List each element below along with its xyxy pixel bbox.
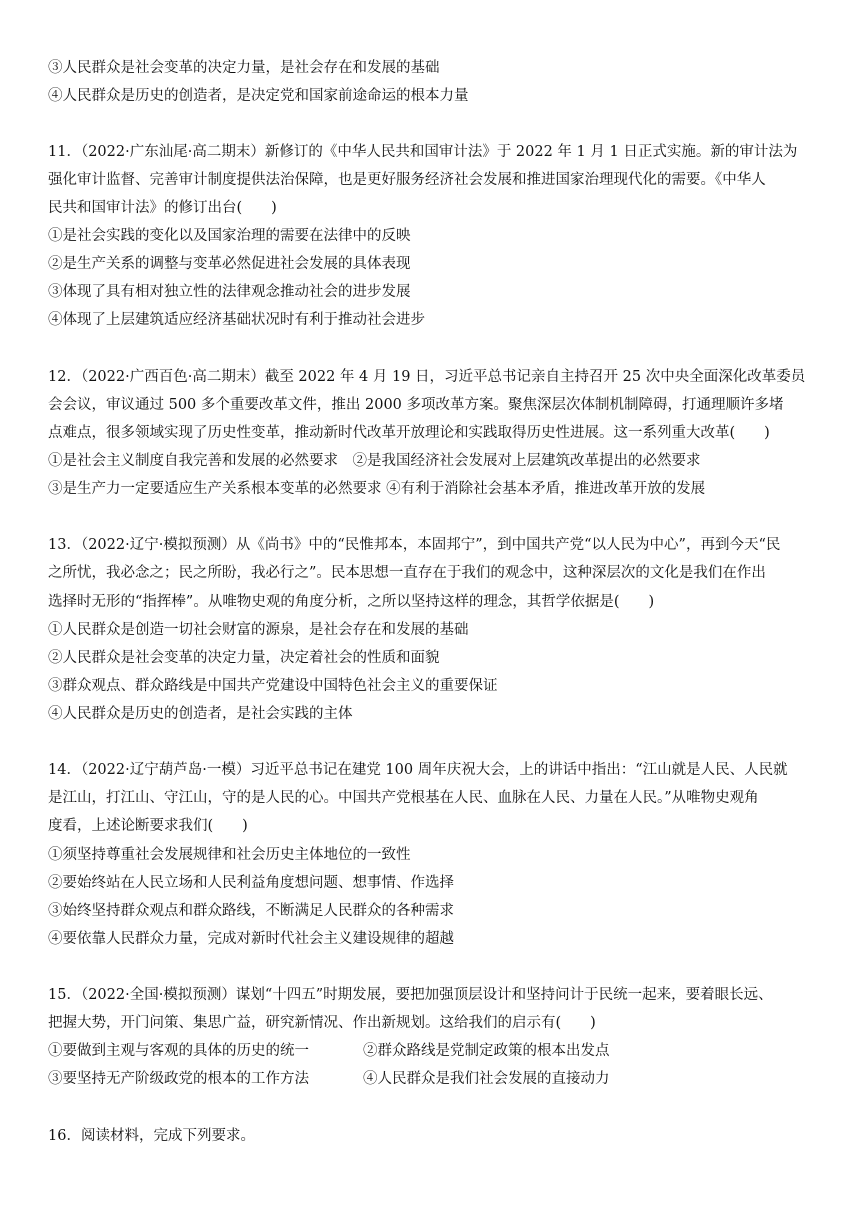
q12-stem-line-3: 点难点，很多领域实现了历史性变革，推动新时代改革开放理论和实践取得历史性进展。这一系列重大改革( ) xyxy=(48,425,770,441)
q15-statement-4: ④人民群众是我们社会发展的直接动力 xyxy=(363,1071,610,1087)
q10-statement-3: ③人民群众是社会变革的决定力量，是社会存在和发展的基础 xyxy=(48,60,440,76)
q11-stem-line-2: 强化审计监督、完善审计制度提供法治保障，也是更好服务经济社会发展和推进国家治理现代化的需要。《中华人 xyxy=(48,172,766,188)
q14-statement-3: ③始终坚持群众观点和群众路线，不断满足人民群众的各种需求 xyxy=(48,903,454,919)
q12-stem-line-1: 12．（2022·广西百色·高二期末）截至 2022 年 4 月 19 日，习近平总书记亲自主持召开 25 次中央全面深化改革委员 xyxy=(48,369,806,385)
q14-statement-2: ②要始终站在人民立场和人民利益角度想问题、想事情、作选择 xyxy=(48,875,454,891)
q14-statement-1: ①须坚持尊重社会发展规律和社会历史主体地位的一致性 xyxy=(48,847,411,863)
q13-statement-2: ②人民群众是社会变革的决定力量，决定着社会的性质和面貌 xyxy=(48,650,440,666)
q12-stem-line-2: 会会议，审议通过 500 多个重要改革文件，推出 2000 多项改革方案。聚焦深层次体制机制障碍，打通理顺许多堵 xyxy=(48,397,784,413)
q13-statement-3: ③群众观点、群众路线是中国共产党建设中国特色社会主义的重要保证 xyxy=(48,678,498,694)
q10-statement-4: ④人民群众是历史的创造者，是决定党和国家前途命运的根本力量 xyxy=(48,88,469,104)
q11-stem-line-3: 民共和国审计法》的修订出台( ) xyxy=(48,200,277,216)
q11-statement-2: ②是生产关系的调整与变革必然促进社会发展的具体表现 xyxy=(48,256,411,272)
q11-statement-3: ③体现了具有相对独立性的法律观念推动社会的进步发展 xyxy=(48,284,411,300)
q13-statement-4: ④人民群众是历史的创造者，是社会实践的主体 xyxy=(48,706,353,722)
q13-stem-line-1: 13．（2022·辽宁·模拟预测）从《尚书》中的“民惟邦本，本固邦宁”，到中国共产党“以人民为中心”，再到今天“民 xyxy=(48,537,781,553)
q11-stem-line-1: 11．（2022·广东汕尾·高二期末）新修订的《中华人民共和国审计法》于 2022 年 1 月 1 日正式实施。新的审计法为 xyxy=(48,144,798,160)
q15-stem-line-2: 把握大势，开门问策、集思广益，研究新情况、作出新规划。这给我们的启示有( ) xyxy=(48,1015,596,1031)
q12-statements-3-4: ③是生产力一定要适应生产关系根本变革的必然要求 ④有利于消除社会基本矛盾，推进改革开放的发展 xyxy=(48,481,706,497)
q15-statement-2: ②群众路线是党制定政策的根本出发点 xyxy=(363,1043,610,1059)
q11-statement-4: ④体现了上层建筑适应经济基础状况时有利于推动社会进步 xyxy=(48,312,425,328)
q15-statement-3: ③要坚持无产阶级政党的根本的工作方法 xyxy=(48,1071,309,1087)
q12-statements-1-2: ①是社会主义制度自我完善和发展的必然要求 ②是我国经济社会发展对上层建筑改革提出的必然要求 xyxy=(48,453,701,469)
q14-stem-line-1: 14．（2022·辽宁葫芦岛·一模）习近平总书记在建党 100 周年庆祝大会，上的讲话中指出：“江山就是人民、人民就 xyxy=(48,762,788,778)
q13-stem-line-2: 之所忧，我必念之；民之所盼，我必行之”。民本思想一直存在于我们的观念中，这种深层次的文化是我们在作出 xyxy=(48,565,766,581)
q14-stem-line-2: 是江山，打江山、守江山，守的是人民的心。中国共产党根基在人民、血脉在人民、力量在人民。”从唯物史观角 xyxy=(48,790,759,806)
q14-statement-4: ④要依靠人民群众力量，完成对新时代社会主义建设规律的超越 xyxy=(48,931,454,947)
q13-stem-line-3: 选择时无形的“指挥棒”。从唯物史观的角度分析，之所以坚持这样的理念，其哲学依据是( ) xyxy=(48,594,655,610)
q15-statements-row-1 xyxy=(48,1041,838,1061)
q16-stem: 16．阅读材料，完成下列要求。 xyxy=(48,1128,255,1144)
q14-stem-line-3: 度看，上述论断要求我们( ) xyxy=(48,818,248,834)
q11-statement-1: ①是社会实践的变化以及国家治理的需要在法律中的反映 xyxy=(48,228,411,244)
q15-statements-row-2 xyxy=(48,1069,838,1089)
q15-stem-line-1: 15．（2022·全国·模拟预测）谋划“十四五”时期发展，要把加强顶层设计和坚持问计于民统一起来，要着眼长远、 xyxy=(48,987,773,1003)
q15-statement-1: ①要做到主观与客观的具体的历史的统一 xyxy=(48,1043,309,1059)
q13-statement-1: ①人民群众是创造一切社会财富的源泉，是社会存在和发展的基础 xyxy=(48,622,469,638)
